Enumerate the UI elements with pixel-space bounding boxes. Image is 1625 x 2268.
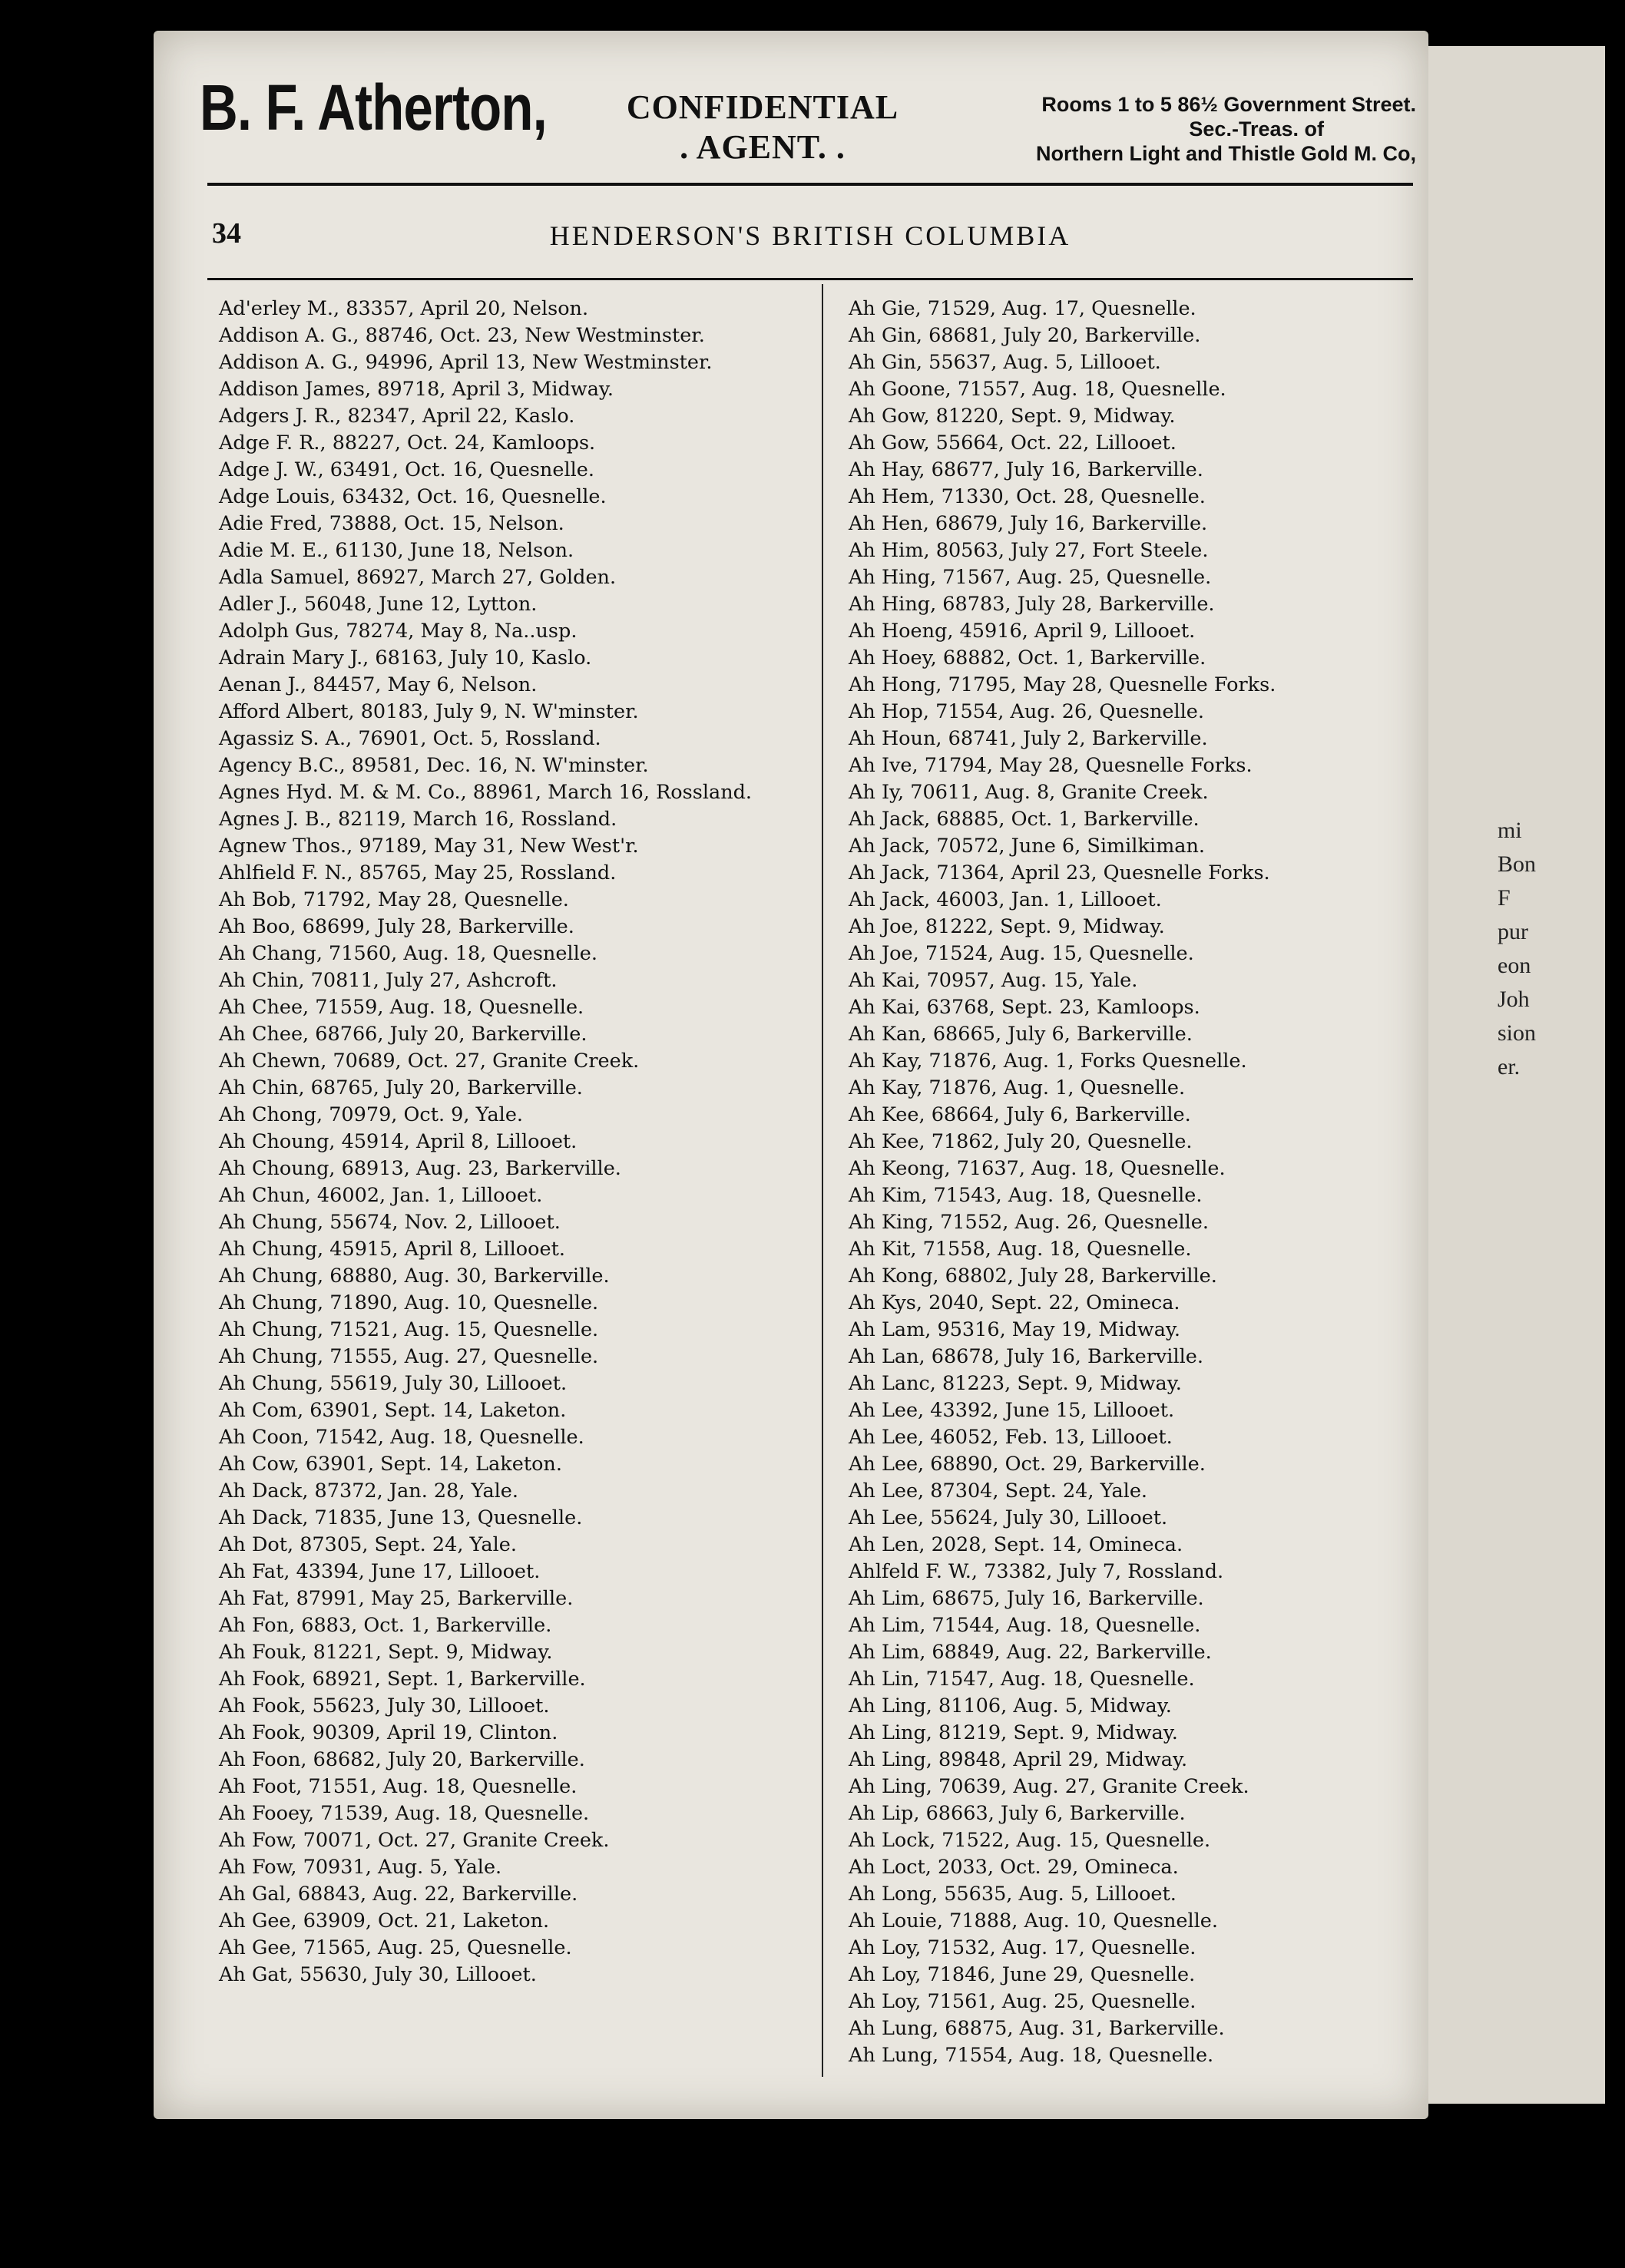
directory-entry: Ah Lee, 43392, June 15, Lillooet. [849,1399,1175,1422]
directory-entry: Ah Gin, 55637, Aug. 5, Lillooet. [849,351,1161,374]
directory-entry: Ah Gat, 55630, July 30, Lillooet. [219,1963,537,1986]
header-rule [207,183,1413,186]
directory-entry: Agency B.C., 89581, Dec. 16, N. W'minster. [219,754,649,777]
directory-entry: Ah Lock, 71522, Aug. 15, Quesnelle. [849,1829,1211,1852]
directory-entry: Ah Boo, 68699, July 28, Barkerville. [219,915,574,938]
directory-entry: Ah Chee, 71559, Aug. 18, Quesnelle. [219,996,584,1019]
directory-entry: Ah Hop, 71554, Aug. 26, Quesnelle. [849,700,1204,723]
directory-entry: Addison James, 89718, April 3, Midway. [219,378,614,401]
directory-entry: Adge Louis, 63432, Oct. 16, Quesnelle. [219,485,607,508]
facing-page-fragment: sion [1498,1020,1537,1046]
facing-page-edge [1428,46,1605,2104]
directory-entry: Agassiz S. A., 76901, Oct. 5, Rossland. [219,727,601,750]
directory-entry: Ah Ling, 81106, Aug. 5, Midway. [849,1694,1172,1718]
directory-entry: Ah Lee, 87304, Sept. 24, Yale. [849,1479,1148,1503]
directory-entry: Ah Kim, 71543, Aug. 18, Quesnelle. [849,1184,1203,1207]
directory-entry: Ah Gie, 71529, Aug. 17, Quesnelle. [849,297,1196,320]
directory-entry: Ah Louie, 71888, Aug. 10, Quesnelle. [849,1909,1219,1932]
directory-entry: Adgers J. R., 82347, April 22, Kaslo. [219,405,575,428]
directory-entry: Ah Loy, 71561, Aug. 25, Quesnelle. [849,1990,1196,2013]
directory-entry: Ahlfield F. N., 85765, May 25, Rossland. [219,861,617,884]
directory-entry: Ah Fook, 55623, July 30, Lillooet. [219,1694,550,1718]
facing-page-fragment: eon [1498,953,1531,978]
directory-entry: Ah Kee, 68664, July 6, Barkerville. [849,1103,1191,1126]
directory-entry: Ah Chong, 70979, Oct. 9, Yale. [219,1103,524,1126]
directory-entry: Ah Fat, 43394, June 17, Lillooet. [219,1560,541,1583]
directory-entry: Ah Lan, 68678, July 16, Barkerville. [849,1345,1203,1368]
left-column [219,296,803,1989]
directory-entry: Ah Ling, 70639, Aug. 27, Granite Creek. [849,1775,1249,1798]
directory-entry: Ah Ling, 81219, Sept. 9, Midway. [849,1721,1178,1744]
directory-entry: Adge J. W., 63491, Oct. 16, Quesnelle. [219,458,594,481]
facing-page-fragment: mi [1498,818,1522,843]
directory-entry: Ah Houn, 68741, July 2, Barkerville. [849,727,1208,750]
directory-entry: Ah Chung, 45915, April 8, Lillooet. [219,1238,565,1261]
directory-entry: Ah Loy, 71846, June 29, Quesnelle. [849,1963,1196,1986]
directory-entry: Ah Fouk, 81221, Sept. 9, Midway. [219,1641,553,1664]
directory-entry: Ah Ling, 89848, April 29, Midway. [849,1748,1188,1771]
directory-entry: Afford Albert, 80183, July 9, N. W'minster. [219,700,639,723]
directory-entry: Ah King, 71552, Aug. 26, Quesnelle. [849,1211,1209,1234]
directory-entry: Ah Hem, 71330, Oct. 28, Quesnelle. [849,485,1206,508]
directory-entry: Ah Chung, 55674, Nov. 2, Lillooet. [219,1211,561,1234]
directory-entry: Ah Hing, 68783, July 28, Barkerville. [849,593,1215,616]
directory-entry: Ah Chung, 71890, Aug. 10, Quesnelle. [219,1291,599,1314]
directory-entry: Ah Com, 63901, Sept. 14, Laketon. [219,1399,567,1422]
advertiser-title-line2: . AGENT. . [680,128,846,166]
directory-entry: Ah Kan, 68665, July 6, Barkerville. [849,1023,1193,1046]
directory-entry: Ah Chung, 71521, Aug. 15, Quesnelle. [219,1318,599,1341]
directory-entry: Ah Gin, 68681, July 20, Barkerville. [849,324,1201,347]
directory-entry: Ah Kee, 71862, July 20, Quesnelle. [849,1130,1193,1153]
directory-entry: Ah Coon, 71542, Aug. 18, Quesnelle. [219,1426,584,1449]
right-column [849,296,1432,2069]
directory-entry: Ah Iy, 70611, Aug. 8, Granite Creek. [849,781,1209,804]
directory-entry: Ah Hoeng, 45916, April 9, Lillooet. [849,620,1196,643]
directory-entry: Ah Dot, 87305, Sept. 24, Yale. [219,1533,517,1556]
directory-entry: Ah Lim, 68849, Aug. 22, Barkerville. [849,1641,1212,1664]
directory-entry: Ah Kong, 68802, July 28, Barkerville. [849,1265,1217,1288]
directory-entry: Ah Len, 2028, Sept. 14, Omineca. [849,1533,1183,1556]
advertiser-address [958,92,1416,166]
directory-entry: Ah Kit, 71558, Aug. 18, Quesnelle. [849,1238,1192,1261]
directory-entry: Ah Jack, 70572, June 6, Similkiman. [849,835,1205,858]
directory-entry: Ah Hoey, 68882, Oct. 1, Barkerville. [849,646,1206,669]
directory-entry: Ah Loct, 2033, Oct. 29, Omineca. [849,1856,1179,1879]
directory-entry: Ah Lip, 68663, July 6, Barkerville. [849,1802,1186,1825]
directory-entry: Agnes J. B., 82119, March 16, Rossland. [219,808,617,831]
directory-entry: Ah Fook, 90309, April 19, Clinton. [219,1721,558,1744]
directory-entry: Ah Lee, 55624, July 30, Lillooet. [849,1506,1168,1529]
directory-entry: Ah Chang, 71560, Aug. 18, Quesnelle. [219,942,597,965]
directory-entry: Ah Chung, 55619, July 30, Lillooet. [219,1372,568,1395]
directory-entry: Ah Chin, 68765, July 20, Barkerville. [219,1076,583,1099]
column-divider [822,284,823,2077]
directory-entry: Ah Gee, 63909, Oct. 21, Laketon. [219,1909,550,1932]
directory-entry: Ah Dack, 71835, June 13, Quesnelle. [219,1506,583,1529]
directory-entry: Ah Cow, 63901, Sept. 14, Laketon. [219,1453,562,1476]
directory-entry: Ah Lanc, 81223, Sept. 9, Midway. [849,1372,1182,1395]
directory-entry: Ah Chin, 70811, July 27, Ashcroft. [219,969,558,992]
directory-entry: Ah Long, 55635, Aug. 5, Lillooet. [849,1883,1177,1906]
directory-entry: Ahlfeld F. W., 73382, July 7, Rossland. [849,1560,1224,1583]
title-rule [207,278,1413,280]
directory-entry: Ah Loy, 71532, Aug. 17, Quesnelle. [849,1936,1196,1959]
directory-entry: Ah Chee, 68766, July 20, Barkerville. [219,1023,587,1046]
directory-entry: Ah Choung, 68913, Aug. 23, Barkerville. [219,1157,621,1180]
directory-entry: Agnes Hyd. M. & M. Co., 88961, March 16, Rossland. [219,781,753,804]
page-number: 34 [212,217,241,250]
directory-entry: Agnew Thos., 97189, May 31, New West'r. [219,835,639,858]
directory-entry: Adrain Mary J., 68163, July 10, Kaslo. [219,646,592,669]
directory-entry: Ah Dack, 87372, Jan. 28, Yale. [219,1479,518,1503]
directory-entry: Adolph Gus, 78274, May 8, Na..usp. [219,620,578,643]
header-advertisement [200,71,1416,178]
directory-entry: Adie Fred, 73888, Oct. 15, Nelson. [219,512,564,535]
directory-entry: Ah Gal, 68843, Aug. 22, Barkerville. [219,1883,578,1906]
facing-page-fragment: er. [1498,1054,1521,1079]
directory-entry: Ah Keong, 71637, Aug. 18, Quesnelle. [849,1157,1226,1180]
directory-entry: Ah Lim, 71544, Aug. 18, Quesnelle. [849,1614,1201,1637]
advertiser-title-line1: CONFIDENTIAL [626,88,899,126]
advertiser-address-line3: Northern Light and Thistle Gold M. Co, [1036,142,1416,165]
facing-page-fragment: Bon [1498,851,1537,877]
directory-entry: Ah Kay, 71876, Aug. 1, Forks Quesnelle. [849,1050,1247,1073]
directory-entry: Ad'erley M., 83357, April 20, Nelson. [219,297,589,320]
advertiser-address-line2: Sec.-Treas. of [1189,117,1324,141]
directory-entry: Ah Gow, 55664, Oct. 22, Lillooet. [849,431,1177,455]
directory-entry: Ah Hing, 71567, Aug. 25, Quesnelle. [849,566,1212,589]
directory-entry: Ah Lung, 68875, Aug. 31, Barkerville. [849,2017,1225,2040]
directory-entry: Ah Jack, 68885, Oct. 1, Barkerville. [849,808,1200,831]
directory-entry: Ah Lam, 95316, May 19, Midway. [849,1318,1181,1341]
directory-page [154,31,1428,2119]
directory-entry: Ah Hong, 71795, May 28, Quesnelle Forks. [849,673,1276,696]
advertiser-name: B. F. Atherton, [200,71,547,144]
directory-entry: Ah Fat, 87991, May 25, Barkerville. [219,1587,574,1610]
facing-page-fragment: Joh [1498,987,1530,1012]
advertiser-title [609,88,916,167]
facing-page-fragment: pur [1498,919,1528,944]
directory-entry: Ah Kay, 71876, Aug. 1, Quesnelle. [849,1076,1186,1099]
directory-entry: Ah Fook, 68921, Sept. 1, Barkerville. [219,1668,586,1691]
directory-entry: Adge F. R., 88227, Oct. 24, Kamloops. [219,431,596,455]
directory-entry: Ah Fon, 6883, Oct. 1, Barkerville. [219,1614,552,1637]
running-header [207,217,1413,255]
facing-page-fragment: F [1498,885,1511,911]
running-title: HENDERSON'S BRITISH COLUMBIA [549,220,1071,251]
directory-entry: Ah Kys, 2040, Sept. 22, Omineca. [849,1291,1180,1314]
directory-entry: Adla Samuel, 86927, March 27, Golden. [219,566,617,589]
directory-entry: Ah Chung, 68880, Aug. 30, Barkerville. [219,1265,610,1288]
directory-entry: Ah Fow, 70071, Oct. 27, Granite Creek. [219,1829,610,1852]
facing-page-fragments [1498,814,1536,1084]
directory-entry: Aenan J., 84457, May 6, Nelson. [219,673,538,696]
directory-entry: Ah Fow, 70931, Aug. 5, Yale. [219,1856,502,1879]
directory-entry: Ah Lee, 46052, Feb. 13, Lillooet. [849,1426,1173,1449]
directory-entry: Ah Jack, 71364, April 23, Quesnelle Forks. [849,861,1270,884]
directory-entry: Adie M. E., 61130, June 18, Nelson. [219,539,574,562]
directory-entry: Ah Foot, 71551, Aug. 18, Quesnelle. [219,1775,578,1798]
directory-entry: Adler J., 56048, June 12, Lytton. [219,593,538,616]
directory-entry: Ah Gow, 81220, Sept. 9, Midway. [849,405,1176,428]
directory-entry: Ah Hay, 68677, July 16, Barkerville. [849,458,1203,481]
directory-entry: Ah Fooey, 71539, Aug. 18, Quesnelle. [219,1802,590,1825]
directory-entry: Addison A. G., 88746, Oct. 23, New Westminster. [219,324,705,347]
directory-entry: Ah Chun, 46002, Jan. 1, Lillooet. [219,1184,543,1207]
directory-entry: Ah Kai, 70957, Aug. 15, Yale. [849,969,1138,992]
directory-entry: Ah Lin, 71547, Aug. 18, Quesnelle. [849,1668,1195,1691]
directory-entry: Ah Goone, 71557, Aug. 18, Quesnelle. [849,378,1226,401]
directory-entry: Ah Choung, 45914, April 8, Lillooet. [219,1130,578,1153]
directory-entry: Ah Chung, 71555, Aug. 27, Quesnelle. [219,1345,599,1368]
directory-entry: Ah Lung, 71554, Aug. 18, Quesnelle. [849,2044,1214,2067]
directory-entry: Ah Hen, 68679, July 16, Barkerville. [849,512,1208,535]
directory-entry: Ah Kai, 63768, Sept. 23, Kamloops. [849,996,1200,1019]
directory-entry: Ah Lee, 68890, Oct. 29, Barkerville. [849,1453,1206,1476]
directory-entry: Ah Jack, 46003, Jan. 1, Lillooet. [849,888,1162,911]
advertiser-address-line1: Rooms 1 to 5 86½ Government Street. [1041,93,1416,116]
directory-entry: Addison A. G., 94996, April 13, New Westminster. [219,351,713,374]
directory-entry: Ah Gee, 71565, Aug. 25, Quesnelle. [219,1936,572,1959]
directory-entry: Ah Chewn, 70689, Oct. 27, Granite Creek. [219,1050,640,1073]
directory-entry: Ah Joe, 71524, Aug. 15, Quesnelle. [849,942,1194,965]
directory-entry: Ah Bob, 71792, May 28, Quesnelle. [219,888,569,911]
directory-entry: Ah Him, 80563, July 27, Fort Steele. [849,539,1209,562]
directory-entry: Ah Foon, 68682, July 20, Barkerville. [219,1748,585,1771]
directory-entry: Ah Lim, 68675, July 16, Barkerville. [849,1587,1204,1610]
directory-entry: Ah Joe, 81222, Sept. 9, Midway. [849,915,1165,938]
directory-entry: Ah Ive, 71794, May 28, Quesnelle Forks. [849,754,1253,777]
